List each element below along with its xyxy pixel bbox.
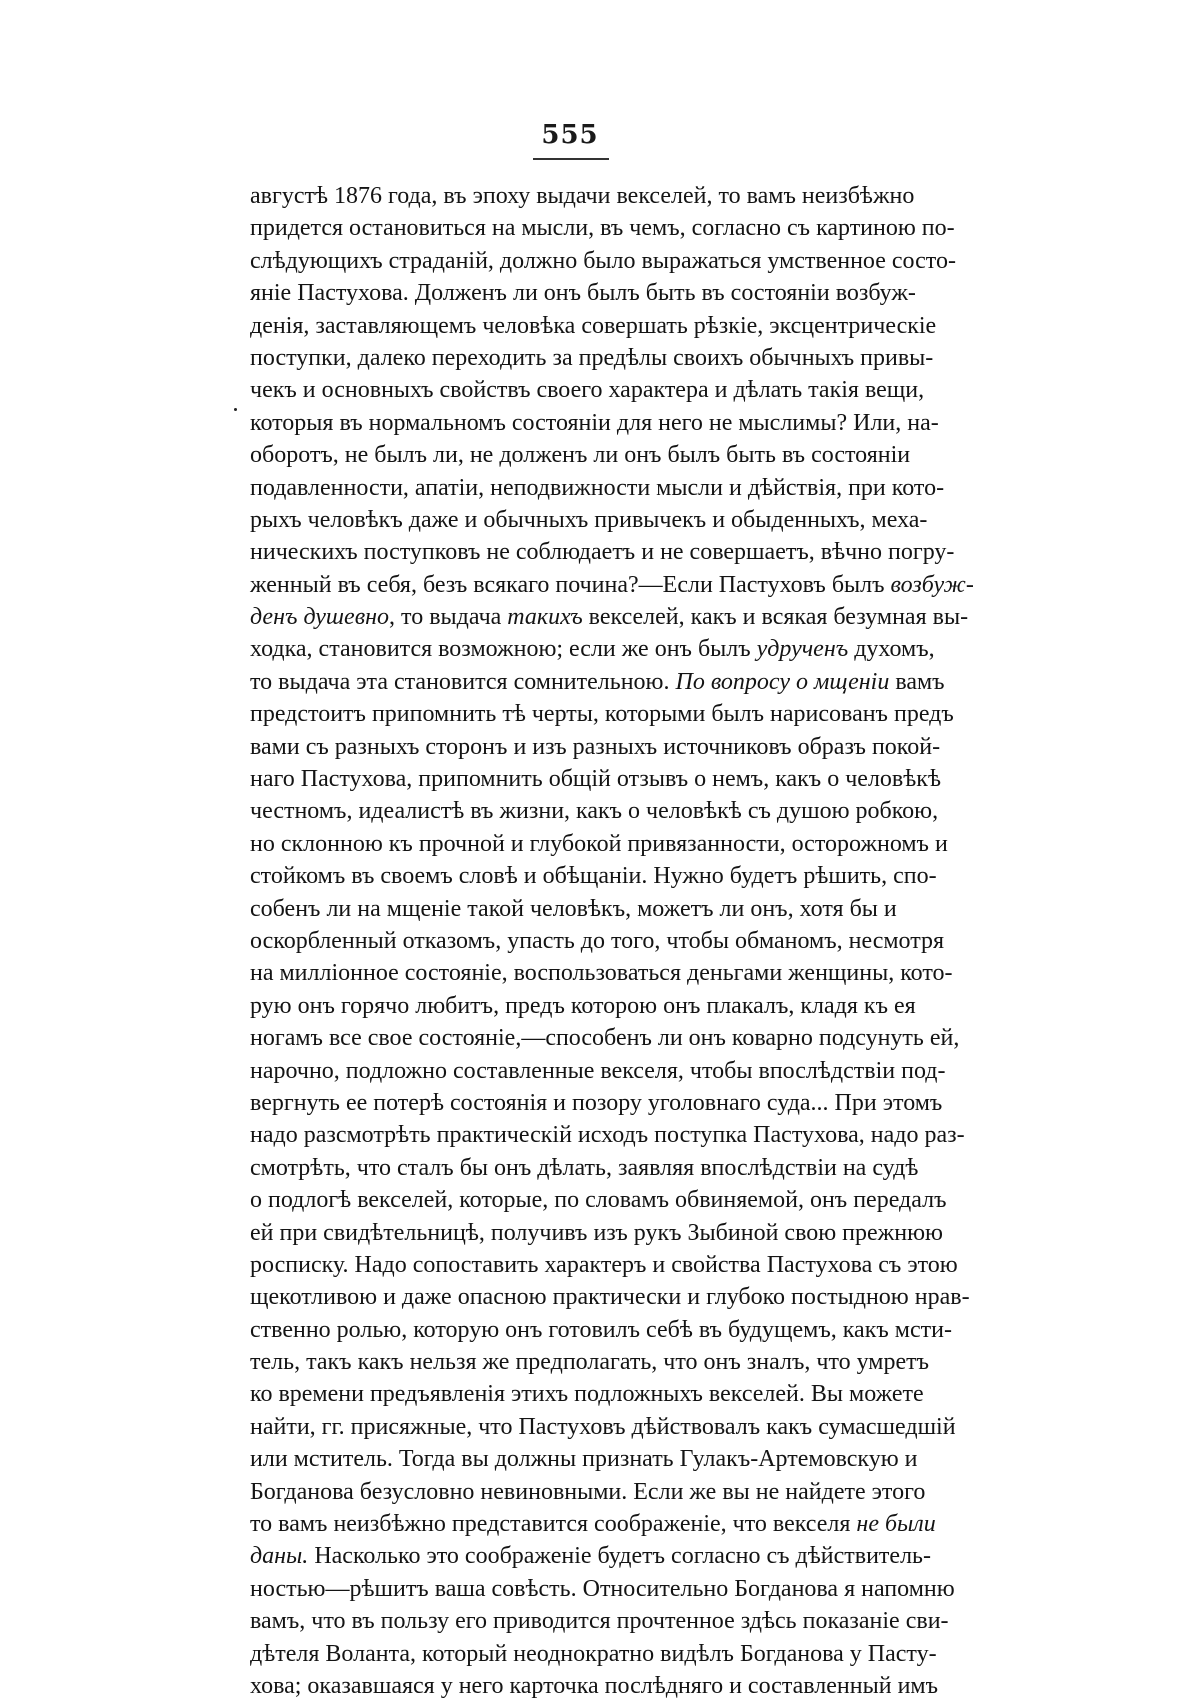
text-run: слѣдующихъ страданій, должно было выражаться умственное состо- (250, 247, 956, 274)
italic-text: не были (856, 1511, 936, 1538)
text-run: , то выдача (389, 604, 508, 631)
text-line (250, 1508, 936, 1540)
text-run: хова; оказавшаяся у него карточка послѣдняго и составленный имъ (250, 1672, 939, 1699)
text-line (250, 1152, 919, 1184)
text-run: стойкомъ въ своемъ словѣ и обѣщаніи. Нужно будетъ рѣшить, спо- (250, 863, 937, 890)
text-line (250, 1055, 946, 1087)
text-run: вергнуть ее потерѣ состоянія и позору уголовнаго суда... При этомъ (250, 1089, 943, 1116)
text-line (250, 893, 895, 925)
text-run: ко времени предъявленія этихъ подложныхъ векселей. Вы можете (250, 1381, 924, 1408)
text-run: росписку. Надо сопоставить характеръ и свойства Пастухова съ этою (250, 1251, 958, 1278)
text-run: смотрѣть, что сталъ бы онъ дѣлать, заявляя впослѣдствіи на судѣ (250, 1154, 919, 1181)
text-run: нарочно, подложно составленные векселя, чтобы впослѣдствіи под- (250, 1057, 946, 1084)
italic-text: денъ душевно (250, 604, 390, 631)
text-run: о подлогѣ векселей, которые, по словамъ обвиняемой, онъ передалъ (250, 1187, 947, 1214)
text-line (250, 1638, 937, 1670)
italic-text: такихъ (507, 604, 583, 631)
text-run: дѣтеля Воланта, который неоднократно видѣлъ Богданова у Пасту- (250, 1640, 937, 1667)
text-run: денія, заставляющемъ человѣка совершать рѣзкіе, эксцентрическіе (250, 312, 937, 339)
text-run: яніе Пастухова. Долженъ ли онъ былъ быть въ состояніи возбуж- (250, 280, 916, 307)
text-line (250, 1443, 918, 1475)
text-line (250, 828, 948, 860)
text-line (250, 1378, 924, 1410)
text-run: честномъ, идеалистѣ въ жизни, какъ о человѣкѣ съ душою робкою, (250, 798, 939, 825)
text-run: августѣ 1876 года, въ эпоху выдачи векселей, то вамъ неизбѣжно (250, 183, 915, 209)
text-line (250, 1022, 960, 1054)
text-line (250, 1087, 943, 1119)
italic-text: удрученъ (756, 636, 849, 663)
text-line (250, 504, 928, 536)
text-line (250, 1573, 955, 1605)
text-line (250, 633, 935, 665)
text-run: то выдача эта становится сомнительною. (250, 668, 676, 695)
text-run: собенъ ли на мщеніе такой человѣкъ, можетъ ли онъ, хотя бы и (250, 895, 897, 922)
text-run: оскорбленный отказомъ, упасть до того, чтобы обманомъ, несмотря (250, 927, 945, 954)
text-run: то вамъ неизбѣжно представится соображеніе, что векселя (250, 1511, 857, 1538)
page-number-rule (533, 158, 609, 160)
text-line (250, 1411, 956, 1443)
text-run: предстоитъ припомнить тѣ черты, которыми былъ нарисованъ предъ (250, 701, 954, 728)
text-run: духомъ, (848, 636, 935, 663)
text-line (250, 601, 969, 633)
text-run: на милліонное состояніе, воспользоваться деньгами женщины, кото- (250, 960, 953, 987)
text-line (250, 1281, 970, 1313)
text-run: найти, гг. присяжные, что Пастуховъ дѣйствовалъ какъ сумасшедшій (250, 1413, 956, 1440)
text-run: или мститель. Тогда вы должны признать Гулакъ-Артемовскую и (250, 1446, 918, 1473)
text-run: Насколько это соображеніе будетъ согласно съ дѣйствитель- (308, 1543, 931, 1570)
text-run: ностью—рѣшитъ ваша совѣсть. Относительно Богданова я напомню (250, 1575, 955, 1602)
text-run: женный въ себя, безъ всякаго почина?—Если Пастуховъ былъ (250, 571, 891, 598)
text-line (250, 1346, 930, 1378)
text-run: придется остановиться на мысли, въ чемъ, согласно съ картиною по- (250, 215, 955, 242)
text-run: ногамъ все свое состояніе,—способенъ ли онъ коварно подсунуть ей, (250, 1025, 960, 1052)
text-run: подавленности, апатіи, неподвижности мысли и дѣйствія, при кото- (250, 474, 945, 501)
text-line (250, 763, 941, 795)
text-run: Богданова безусловно невиновными. Если же вы не найдете этого (250, 1478, 926, 1505)
text-run: наго Пастухова, припомнить общій отзывъ о немъ, какъ о человѣкѣ (250, 766, 941, 793)
text-line (250, 1184, 947, 1216)
text-run: вамъ, что въ пользу его приводится прочтенное здѣсь показаніе сви- (250, 1608, 949, 1635)
text-run: чекъ и основныхъ свойствъ своего характера и дѣлать такія вещи, (250, 377, 925, 404)
text-run: векселей, какъ и всякая безумная вы- (582, 604, 969, 631)
text-line (250, 1119, 965, 1151)
body-text (250, 180, 974, 1702)
text-line (250, 1217, 943, 1249)
italic-text: По вопросу о мщеніи (675, 668, 890, 695)
text-line (250, 860, 937, 892)
text-line (250, 245, 956, 277)
text-run: ходка, становится возможною; если же онъ былъ (250, 636, 757, 663)
text-line (250, 374, 925, 406)
text-run: рыхъ человѣкъ даже и обычныхъ привычекъ и обыденныхъ, меха- (250, 506, 928, 533)
text-line (250, 569, 974, 601)
text-run: щекотливою и даже опасною практически и глубоко постыдною нрав- (250, 1284, 970, 1311)
text-run: оборотъ, не былъ ли, не долженъ ли онъ былъ быть въ состояніи (250, 442, 911, 469)
text-run: которыя въ нормальномъ состояніи для него не мыслимы? Или, на- (250, 409, 939, 436)
margin-mark (234, 408, 237, 411)
text-line (250, 277, 916, 309)
text-line (250, 795, 939, 827)
text-run: ей при свидѣтельницѣ, получивъ изъ рукъ Зыбиной свою прежнюю (250, 1219, 943, 1246)
text-line (250, 407, 939, 439)
text-run: вами съ разныхъ сторонъ и изъ разныхъ источниковъ образъ покой- (250, 733, 941, 760)
text-line (250, 731, 941, 763)
text-line (250, 342, 934, 374)
text-line (250, 1670, 939, 1702)
text-line (250, 212, 955, 244)
text-run: ственно ролью, которую онъ готовилъ себѣ въ будущемъ, какъ мсти- (250, 1316, 952, 1343)
text-line (250, 439, 911, 471)
text-run: но склонною къ прочной и глубокой привязанности, осторожномъ и (250, 830, 948, 857)
text-line (250, 1249, 958, 1281)
text-line (250, 1605, 949, 1637)
text-run: надо разсмотрѣть практическій исходъ поступка Пастухова, надо раз- (250, 1122, 965, 1149)
text-line (250, 472, 945, 504)
italic-text: даны. (250, 1543, 309, 1570)
text-run: рую онъ горячо любитъ, предъ которою онъ плакалъ, кладя къ ея (250, 992, 916, 1019)
text-line (250, 957, 953, 989)
text-run: тель, такъ какъ нельзя же предполагать, что онъ зналъ, что умретъ (250, 1349, 930, 1376)
text-line (250, 990, 916, 1022)
text-run: вамъ (889, 668, 945, 695)
text-line (250, 180, 915, 212)
text-line (250, 925, 945, 957)
text-run: ническихъ поступковъ не соблюдаетъ и не совершаетъ, вѣчно погру- (250, 539, 955, 566)
text-run: поступки, далеко переходить за предѣлы своихъ обычныхъ привы- (250, 344, 934, 371)
text-line (250, 536, 955, 568)
page-number: 555 (541, 120, 599, 150)
text-line (250, 1540, 931, 1572)
text-line (250, 1314, 952, 1346)
italic-text: возбуж- (890, 571, 974, 598)
text-line (250, 1476, 926, 1508)
text-line (250, 666, 945, 698)
text-line (250, 310, 937, 342)
text-line (250, 698, 954, 730)
